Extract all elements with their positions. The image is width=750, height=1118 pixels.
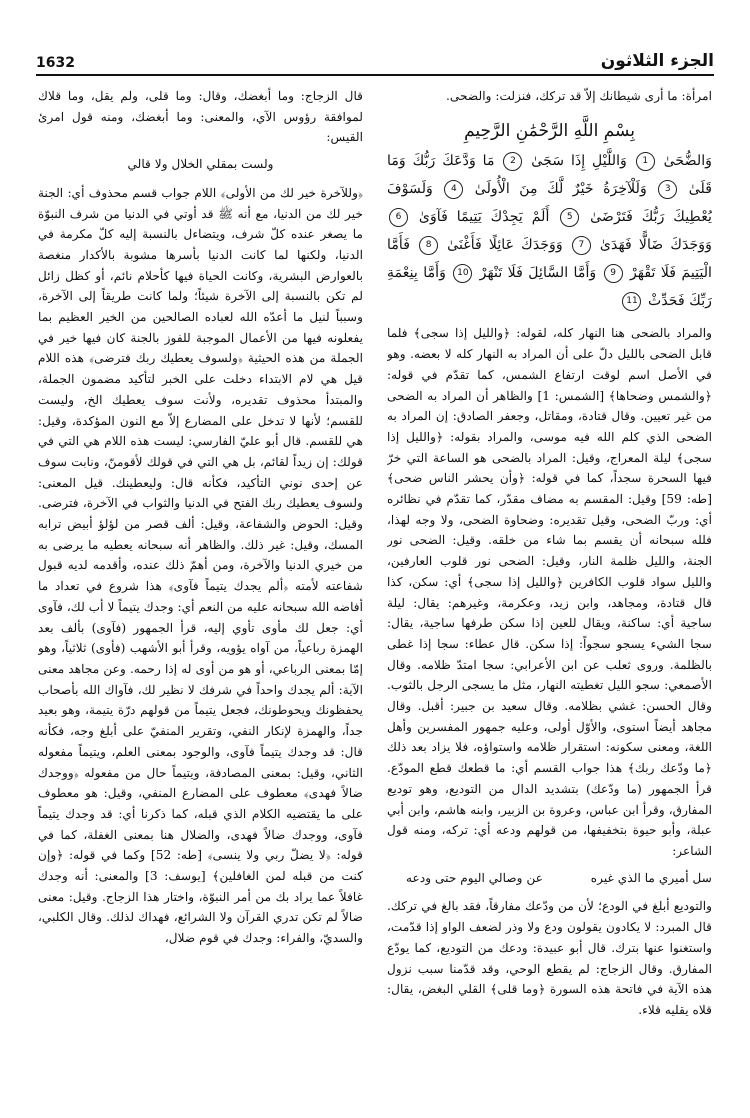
verse-number: 10 (453, 264, 472, 283)
commentary-paragraph: ﴿وللآخرة خير لك من الأولى﴾ اللام جواب قسم محذوف أي: الجنة خير لك من الدنيا، مع أنه ﷺ قد أوتي في الدنيا من شرف النبوّة ما يصغر عنده كلّ شرف، ويتضاءل بالنسبة إليه كلّ مكرمة في الدنيا، ولكنها لما كانت الدنيا بأسرها مشوبة بالأكدار منغصة بالعوارض البشرية، وكانت الحياة فيها كأحلام نائم، أو كظل زائل لم تكن بالنسبة إلى الآخرة شيئاً؛ ولما كانت طريقاً إلى الآخرة، وسبباً لنيل ما أعدّه الله لعباده الصالحين من الخير العظيم بما يفعلونه فيها من الأعمال الموجبة للفوز بالجنة كان فيها خير في الجملة من هذه الحيثية ﴿ولسوف يعطيك ربك فترضى﴾ هذه اللام قيل هي لام الابتداء دخلت على الخبر لتأكيد مضمون الجملة، والمبتدأ محذوف تقديره، ولأنت سوف يعطيك الخ، وليست للقسم؛ لأنها لا تدخل على المضارع إلاّ مع النون المؤكدة، وقيل: هي للقسم. قال أبو عليّ الفارسي: ليست هذه اللام هي التي في قولك: إن زيداً لقائم، بل هي التي في قولك لأقومنّ، ونابت سوف عن إحدى نوني التأكيد، فكأنه قال: وليعطينك. قيل المعنى: ولسوف يعطيك ربك الفتح في الدنيا والثواب في الآخرة، فترضى. وقيل: الحوض والشفاعة، وقيل: ألف قصر من لؤلؤ أبيض ترابه المسك، وقيل: غير ذلك. والظاهر أنه سبحانه يعطيه ما يرضى به من خيري الدنيا والآخرة، ومن أهمّ ذلك عنده، وأقدمه لديه قبول شفاعته لأمته ﴿ألم يجدك يتيماً فآوى﴾ هذا شروع في تعداد ما أفاضه الله سبحانه عليه من النعم أي: وجدك يتيماً لا أب لك، فآوى أي: جعل لك مأوى تأوي إليه، قرأ الجمهور (فآوى) بألف بعد الهمزة رباعياً، من آواه يؤويه، وقرأ أبو الأشهب (فأوى) ثلاثياً، وهو إمّا بمعنى الرباعي، أو هو من أوى له إذا رحمه. وعن مجاهد معنى الآية: ألم يجدك واحداً في شرفك لا نظير لك، فآواك الله بأصحاب يحفظونك ويحوطونك، فجعل يتيماً من قولهم درّة يتيمة، وهو بعيد جداً، والهمزة لإنكار النفي، وتقرير المنفيّ على أبلغ وجه، فكأنه قال: قد وجدك يتيماً فآوى، والوجود بمعنى العلم، ويتيماً مفعوله الثاني، وقيل: بمعنى المصادفة، ويتيماً حال من مفعوله ﴿ووجدك ضالاً فهدى﴾ معطوف على المضارع المنفي، وقيل: هو معطوف على ما يقتضيه الكلام الذي قبله، كما ذكرنا أي: قد وجدك يتيماً فآوى، ووجدك ضالاً فهدى، والضلال هنا بمعنى الغفلة، كما في قوله: ﴿لا يضلّ ربي ولا ينسى﴾ [طه: 52] وكما في قوله: ﴿وإن كنت من قبله لمن الغافلين﴾ [يوسف: 3] والمعنى: أنه وجدك غافلاً عما يراد بك من أمر النبوّة، واختار هذا الزجاج. وقيل: معنى ضالاً لم تكن تدري القرآن ولا الشرائع، فهداك لذلك. وقال الكلبي، والسديّ، والفراء: وجدك في قوم ضلال، (38, 185, 363, 946)
verse-number: 11 (622, 292, 641, 311)
verse-text: وَأَمَّا السَّائِلَ فَلَا تَنْهَرْ (474, 265, 597, 282)
verse-number: 8 (419, 236, 438, 255)
verse-number: 6 (389, 208, 408, 227)
commentary-paragraph: قال الزجاج: وما أبغضك، وقال: وما قلى، ولم يقل، وما قلاك لموافقة رؤوس الآي، والمعنى: وما أبغضك، ومنه قول امرئ القيس: (38, 89, 363, 145)
verse-text: فَأَمَّا الْيَتِيمَ فَلَا تَقْهَرْ (387, 237, 712, 282)
poem-second-hemistich: عن وصالي اليوم حتى ودعه (406, 870, 543, 885)
commentary-paragraph: والمراد بالضحى هنا النهار كله، لقوله: ﴿والليل إذا سجى﴾ فلما قابل الضحى بالليل دلّ على أن المراد به النهار كله لا بعضه. وهو في الأصل اسم لوقت ارتفاع الشمس، كما تقدّم في قوله: ﴿والشمس وضحاها﴾ [الشمس: 1] والظاهر أن المراد به الضحى من غير تعيين. وقال قتادة، ومقاتل، وجعفر الصادق: إن المراد به الضحى الذي كلم الله فيه موسى، والمراد بقوله: ﴿والليل إذا سجى﴾ ليلة المعراج، وقيل: المراد بالضحى هو الساعة التي خرّ فيها السحرة سجداً، كما في قوله: ﴿وأن يحشر الناس ضحى﴾ [طه: 59] وقيل: المقسم به مضاف مقدّر، كما تقدّم في نظائره أي: وربّ الضحى، وقيل تقديره: وضحاوة الضحى، ولا وجه لهذا، فلله سبحانه أن يقسم بما شاء من خلقه. وقيل: الضحى نور الجنة، والليل ظلمة النار، وقيل: الضحى نور قلوب العارفين، والليل سواد قلوب الكافرين ﴿والليل إذا سجى﴾ أي: سكن، كذا قال قتادة، ومجاهد، وابن زيد، وعكرمة، وغيرهم: يقال: ليلة ساجية أي: ساكنة، ويقال للعين إذا سكن طرفها ساجية، يقال: سجا الشيء يسجو سجواً: إذا سكن. قال عطاء: سجا إذا غطى بالظلمة. وروى ثعلب عن ابن الأعرابي: سجا امتدّ ظلامه. وقال الأصمعي: سجو الليل تغطيته النهار، مثل ما يسجى الرجل بالثوب. وقال الحسن: غشي بظلامه. وقال سعيد بن جبير: أقبل. وقال مجاهد أيضاً استوى، والأوّل أولى، وعليه جمهور المفسرين وأهل اللغة، ومعنى سكونه: استقرار ظلامه واستواؤه، فلا يزاد بعد ذلك ﴿ما ودّعك ربك﴾ هذا جواب القسم أي: ما قطعك قطع المودّع. قرأ الجمهور (ما ودّعك) بتشديد الدال من التوديع، وهو توديع المفارق، وقرأ ابن عباس، وعروة بن الزبير، وابنه هاشم، وابن أبي عبلة، وأبو حيوة بتخفيفها، من قولهم ودعه أي: تركه، ومنه قول الشاعر: (387, 326, 712, 858)
intro-line: امرأة: ما أرى شيطانك إلاّ قد تركك، فنزلت: والضحى. (446, 89, 712, 103)
poem-line: ولست بمقلي الخلال ولا قالي (127, 157, 274, 172)
verse-text: وَأَمَّا بِنِعْمَةِ رَبِّكَ فَحَدِّثْ (387, 265, 712, 310)
verse-number: 5 (560, 208, 579, 227)
verse-number: 9 (604, 264, 623, 283)
verse-text: وَوَجَدَكَ عَائِلًا فَأَغْنَىٰ (440, 237, 563, 254)
verse-number: 1 (636, 152, 655, 171)
verse-text: وَالضُّحَىٰ (656, 153, 712, 170)
poem-verse (38, 154, 363, 175)
left-column (38, 86, 363, 1102)
verse-text: أَلَمْ يَجِدْكَ يَتِيمًا فَآوَىٰ (410, 209, 550, 226)
basmala: بِسْمِ اللَّهِ الرَّحْمَٰنِ الرَّحِيمِ (464, 120, 635, 141)
poem-verse (387, 868, 712, 889)
verse-text: مَا وَدَّعَكَ رَبُّكَ وَمَا قَلَىٰ (387, 153, 712, 198)
right-column (387, 86, 712, 1102)
verse-text: وَاللَّيْلِ إِذَا سَجَىٰ (524, 153, 627, 170)
poem-first-hemistich: سل أميري ما الذي غيره (590, 870, 712, 885)
verse-number: 3 (658, 180, 677, 199)
verse-text: وَلَلْآخِرَةُ خَيْرٌ لَّكَ مِنَ الْأُولَىٰ (465, 181, 647, 198)
quran-verses (387, 147, 712, 315)
verse-text: وَلَسَوْفَ يُعْطِيكَ رَبُّكَ فَتَرْضَىٰ (387, 181, 712, 226)
verse-text: وَوَجَدَكَ ضَالًّا فَهَدَىٰ (592, 237, 712, 254)
verse-number: 4 (444, 180, 463, 199)
page-header (36, 48, 714, 76)
verse-number: 7 (572, 236, 591, 255)
commentary-paragraph: والتوديع أبلغ في الودع؛ لأن من ودّعك مفارقاً، فقد بالغ في تركك. قال المبرد: لا يكادون يقولون ودع ولا وذر لضعف الواو إذا قدّمت، واستغنوا عنها بترك. قال أبو عبيدة: ودعك من التوديع، كما يودّع المفارق. وقال الزجاج: لم يقطع الوحي، وقد قدّمنا سبب نزول هذه الآية في فاتحة هذه السورة ﴿وما قلى﴾ القلي البغض، يقال: قلاه يقليه قلاء. (387, 899, 712, 1017)
part-title: الجزء الثلاثون (600, 51, 714, 71)
verse-number: 2 (503, 152, 522, 171)
page-number: 1632 (36, 55, 75, 71)
